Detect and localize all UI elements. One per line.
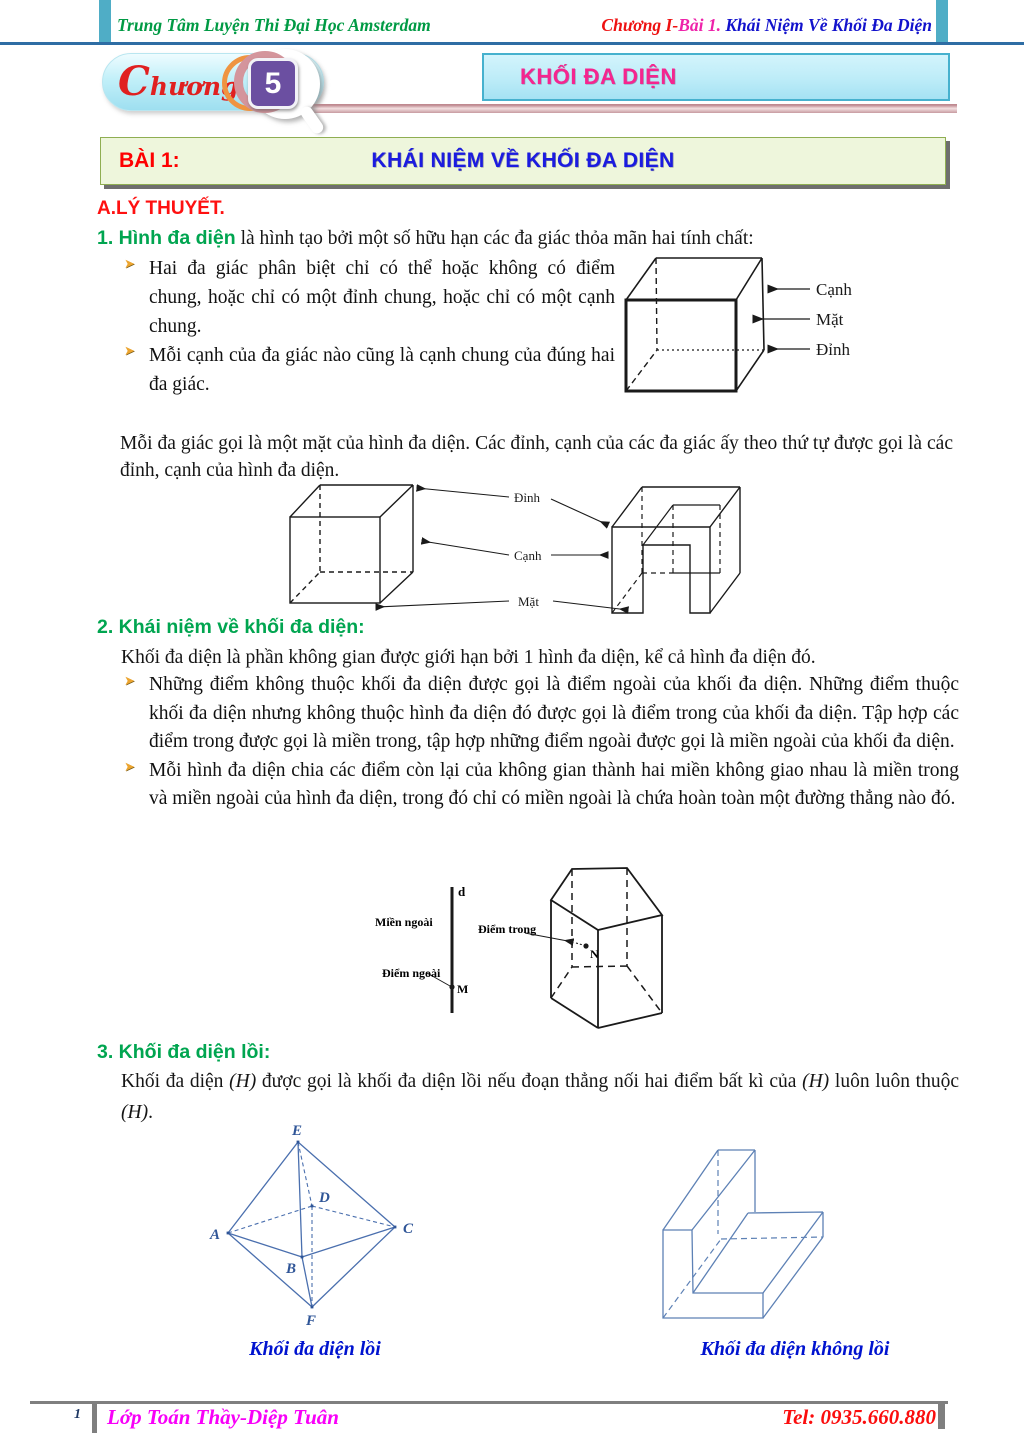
figure3-label-d: d <box>458 884 466 899</box>
bullet-arrow-icon: ➤ <box>124 759 135 775</box>
item1-paragraph: Mỗi đa giác gọi là một mặt của hình đa diện. Các đỉnh, cạnh của các đa giác ấy theo thứ tự được gọi là các đỉnh, cạnh của hình đa diện. <box>120 433 953 481</box>
figure3-label-N: N <box>590 947 599 961</box>
figure2-polyhedra-diagram <box>268 477 752 619</box>
figure1-label-canh: Cạnh <box>816 280 852 299</box>
item2-bullet-list <box>123 671 959 814</box>
bullet-arrow-icon: ➤ <box>124 257 135 272</box>
vertex-label-E: E <box>292 1123 303 1139</box>
figure3-label-diem-trong: Điểm trong <box>478 922 537 936</box>
figure3-interior-exterior-diagram <box>330 860 742 1045</box>
chapter-title: KHỐI ĐA DIỆN <box>520 64 677 89</box>
item3-text: luôn luôn thuộc <box>829 1071 960 1092</box>
header-right-accent-bar <box>936 0 948 43</box>
section-a-heading: A.LÝ THUYẾT. <box>97 198 225 219</box>
figure1-cube-diagram <box>618 247 963 409</box>
lesson-label: BÀI 1: <box>119 149 180 172</box>
chapter-logo <box>100 47 345 127</box>
item3-text: Khối đa diện <box>121 1071 230 1092</box>
footer-class-name: Lớp Toán Thầy-Diệp Tuân <box>107 1405 339 1429</box>
caption-nonconvex: Khối đa diện không lồi <box>700 1338 890 1360</box>
item1-intro: là hình tạo bởi một số hữu hạn các đa giác thỏa mãn hai tính chất: <box>235 228 754 249</box>
bullet-text: Những điểm không thuộc khối đa diện được gọi là điểm ngoài của khối đa diện. Những điểm thuộc khối đa diện nhưng không thuộc hình đa diện đó được gọi là điểm trong của khối đa diện. Tập hợp các điểm trong được gọi là miền trong, tập hợp những điểm ngoài được gọi là miền ngoài của khối đa diện. <box>149 674 959 752</box>
bullet-arrow-icon: ➤ <box>124 344 135 359</box>
math-H: (H) <box>121 1102 149 1123</box>
header-lesson-part: Bài 1. <box>678 15 726 35</box>
figure1-label-dinh: Đỉnh <box>816 340 850 359</box>
math-H: (H) <box>802 1071 830 1092</box>
bullet-text: Hai đa giác phân biệt chỉ có thể hoặc không có điểm chung, hoặc chỉ có một đỉnh chung, hoặc chỉ có một cạnh chung. <box>149 258 615 337</box>
item3-heading: 3. Khối đa diện lồi: <box>97 1041 271 1063</box>
vertex-label-C: C <box>403 1221 414 1237</box>
header-left-accent-bar <box>99 0 111 43</box>
chapter-script-word: Chương <box>118 58 239 105</box>
list-item <box>123 671 959 757</box>
header-chapter-part: Chương I- <box>601 15 679 35</box>
bullet-arrow-icon: ➤ <box>124 674 135 689</box>
vertex-label-A: A <box>210 1227 221 1243</box>
lesson-header-box <box>100 137 946 185</box>
list-item <box>123 254 615 341</box>
chapter-number-badge: 5 <box>248 58 298 109</box>
item1-heading: 1. Hình đa diện <box>97 227 236 249</box>
item3-paragraph <box>121 1066 959 1128</box>
point-N-dot <box>583 943 588 948</box>
math-H: (H) <box>229 1071 257 1092</box>
lesson-title: KHÁI NIỆM VỀ KHỐI ĐA DIỆN <box>371 149 675 172</box>
header-lesson-name: Khái Niệm Về Khối Đa Diện <box>725 15 932 35</box>
figure3-label-M: M <box>457 982 469 996</box>
header-school-name: Trung Tâm Luyện Thi Đại Học Amsterdam <box>117 15 431 35</box>
banner-shadow-bar <box>312 104 957 113</box>
footer-phone: Tel: 0935.660.880 <box>782 1405 936 1429</box>
figure3-label-diem-ngoai: Điểm ngoài <box>382 966 441 980</box>
header-chapter-title <box>601 15 932 36</box>
vertex-label-D: D <box>319 1190 330 1206</box>
item2-intro: Khối đa diện là phần không gian được giới hạn bởi 1 hình đa diện, kể cả hình đa diện đó. <box>121 647 816 668</box>
item1-bullet-list <box>123 254 615 399</box>
figure4-octahedron-diagram <box>190 1122 440 1332</box>
bullet-text: Mỗi hình đa diện chia các điểm còn lại của không gian thành hai miền không giao nhau là miền trong và miền ngoài của hình đa diện, trong đó chỉ có miền ngoài là chứa hoàn toàn một đường thẳng nào đó. <box>149 759 959 809</box>
item3-text: . <box>148 1102 153 1123</box>
vertex-label-F: F <box>306 1313 317 1329</box>
point-M-dot <box>449 984 454 989</box>
chapter-title-banner <box>482 53 950 101</box>
figure1-label-mat: Mặt <box>816 310 844 329</box>
caption-convex: Khối đa diện lồi <box>249 1338 381 1360</box>
footer-rule <box>30 1401 948 1404</box>
header-rule <box>0 42 1024 45</box>
list-item <box>123 341 615 399</box>
item2-heading: 2. Khái niệm về khối đa diện: <box>97 616 365 638</box>
bullet-text: Mỗi cạnh của đa giác nào cũng là cạnh chung của đúng hai đa giác. <box>149 345 615 395</box>
footer-page-number: 1 <box>74 1407 81 1422</box>
figure2-label-dinh: Đỉnh <box>514 490 540 505</box>
footer-right-bar <box>938 1401 945 1429</box>
item3-text: được gọi là khối đa diện lồi nếu đoạn thẳng nối hai điểm bất kì của <box>256 1071 803 1092</box>
figure3-label-mien-ngoai: Miền ngoài <box>375 915 433 929</box>
list-item <box>123 757 959 814</box>
figure2-label-canh: Cạnh <box>514 548 542 563</box>
figure2-label-mat: Mặt <box>518 594 539 609</box>
figure4-lshape-diagram <box>640 1135 950 1335</box>
vertex-label-B: B <box>286 1261 297 1277</box>
footer-left-bar <box>92 1401 97 1433</box>
